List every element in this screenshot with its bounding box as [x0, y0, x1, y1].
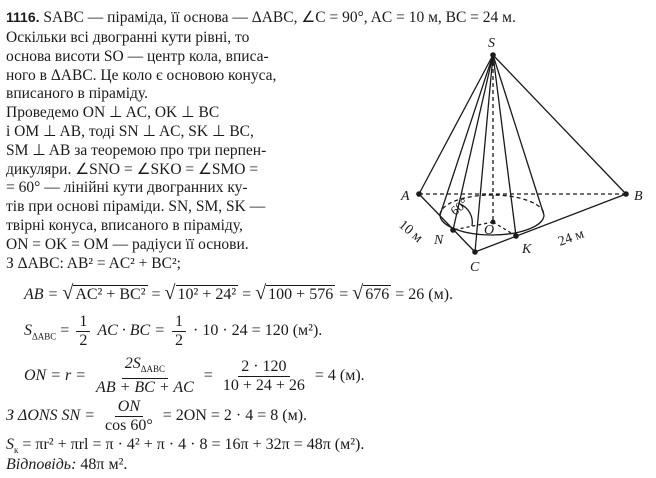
solution-line: З ΔABC: AB² = AC² + BC²; — [6, 254, 181, 272]
area-result: · 10 · 24 = 120 (м²). — [193, 322, 323, 340]
solution-line: ON = OK = OM — радіуси її основи. — [6, 235, 249, 253]
point-k — [513, 233, 519, 239]
label-b: B — [634, 189, 643, 204]
solution-line: твірні конуса, вписаного в піраміду, — [6, 217, 243, 234]
solution-line: тів при основі піраміди. SN, SM, SK — — [6, 198, 266, 216]
solution-line: SM ⊥ AB за теоремою про три перпен- — [6, 141, 267, 159]
label-a: A — [401, 189, 410, 204]
fraction-radius-1: $\frac{2S_{\Delta ABC}}{AB + BC + AC}$ — [96, 355, 194, 397]
point-n — [450, 227, 456, 233]
solution-line: Оскільки всі двогранні кути рівні, то — [6, 29, 250, 46]
sn-lhs: З ΔONS SN = — [6, 407, 96, 425]
solution-line: вписаного в піраміду. — [6, 85, 148, 103]
cone-side-right — [493, 55, 544, 215]
ab-root-3: 100 + 576 — [268, 286, 334, 303]
point-b — [623, 191, 629, 197]
label-k: K — [522, 242, 532, 257]
problem-number: 1116. — [6, 9, 40, 25]
label-s: S — [488, 36, 495, 51]
edge-sb — [493, 55, 626, 194]
point-s — [490, 52, 496, 58]
area-symbol: S — [24, 322, 32, 340]
solution-line: = 60° — лінійні кути двогранних ку- — [6, 179, 248, 197]
solution-line: дикуляри. ∠SNO = ∠SKO = ∠SMO = — [6, 160, 259, 178]
ab-eq-3: = — [339, 286, 349, 303]
fraction-half-1: $\frac{1}{2}$ — [76, 313, 90, 350]
radius-lhs: ON = r = — [24, 366, 87, 384]
ab-root-4: 676 — [365, 286, 390, 303]
answer-label: Відповідь: — [6, 456, 77, 473]
fraction-sn: $\frac{ON}{\cos 60^\circ}$ — [105, 398, 153, 434]
generator-sk — [493, 55, 516, 236]
ab-result: = 26 (м). — [395, 286, 454, 303]
side-ac-label: 10 м — [395, 217, 426, 247]
solution-line: ного в ΔABC. Це коло є основою конуса, — [6, 66, 277, 84]
radius-eq: = — [203, 366, 213, 384]
solution-line: Проведемо ON ⊥ AC, OK ⊥ BC — [6, 104, 220, 122]
ab-root-2: 10² + 24² — [177, 286, 237, 303]
ab-root-1: AC² + BC² — [75, 286, 146, 303]
solution-line: основа висоти SO — центр кола, вписа- — [6, 47, 269, 65]
sn-result: = 2ON = 2 · 4 = 8 (м). — [162, 407, 308, 425]
angle-label: 60° — [447, 195, 471, 219]
answer-value: 48π м². — [80, 456, 128, 473]
label-c: C — [470, 260, 480, 275]
ab-eq-2: = — [242, 286, 252, 303]
ab-lhs: AB = — [24, 286, 59, 303]
label-o: O — [484, 223, 495, 238]
surface-symbol: S — [6, 436, 14, 453]
ab-eq-1: = — [151, 286, 161, 303]
area-sub: ΔABC — [32, 331, 57, 342]
side-bc-label: 24 м — [556, 226, 587, 250]
fraction-radius-2: $\frac{2 \cdot 120}{10 + 24 + 26}$ — [222, 357, 305, 394]
edge-cb — [475, 194, 626, 252]
solution-line: і OM ⊥ AB, тоді SN ⊥ AC, SK ⊥ BC, — [6, 123, 254, 140]
problem-statement: SABC — піраміда, її основа — ΔABC, ∠C = 90°, AC = 10 м, BC = 24 м. — [43, 9, 516, 26]
surface-result: = πr² + πrl = π · 4² + π · 4 · 8 = 16π + 32π = 48π (м²). — [22, 436, 365, 453]
point-c — [472, 249, 478, 255]
radius-result: = 4 (м). — [314, 366, 365, 384]
label-n: N — [434, 233, 444, 248]
surface-sub: к — [14, 445, 19, 456]
point-a — [416, 191, 422, 197]
formula-ab: AB = √ AC² + BC² = √ 10² + 24² = √ 100 + 576 = √ 676 = 26 (м). — [24, 282, 454, 304]
area-eq: = — [60, 322, 70, 340]
fraction-half-2: $\frac{1}{2}$ — [172, 313, 186, 350]
area-mid: AC · BC = — [97, 322, 166, 340]
